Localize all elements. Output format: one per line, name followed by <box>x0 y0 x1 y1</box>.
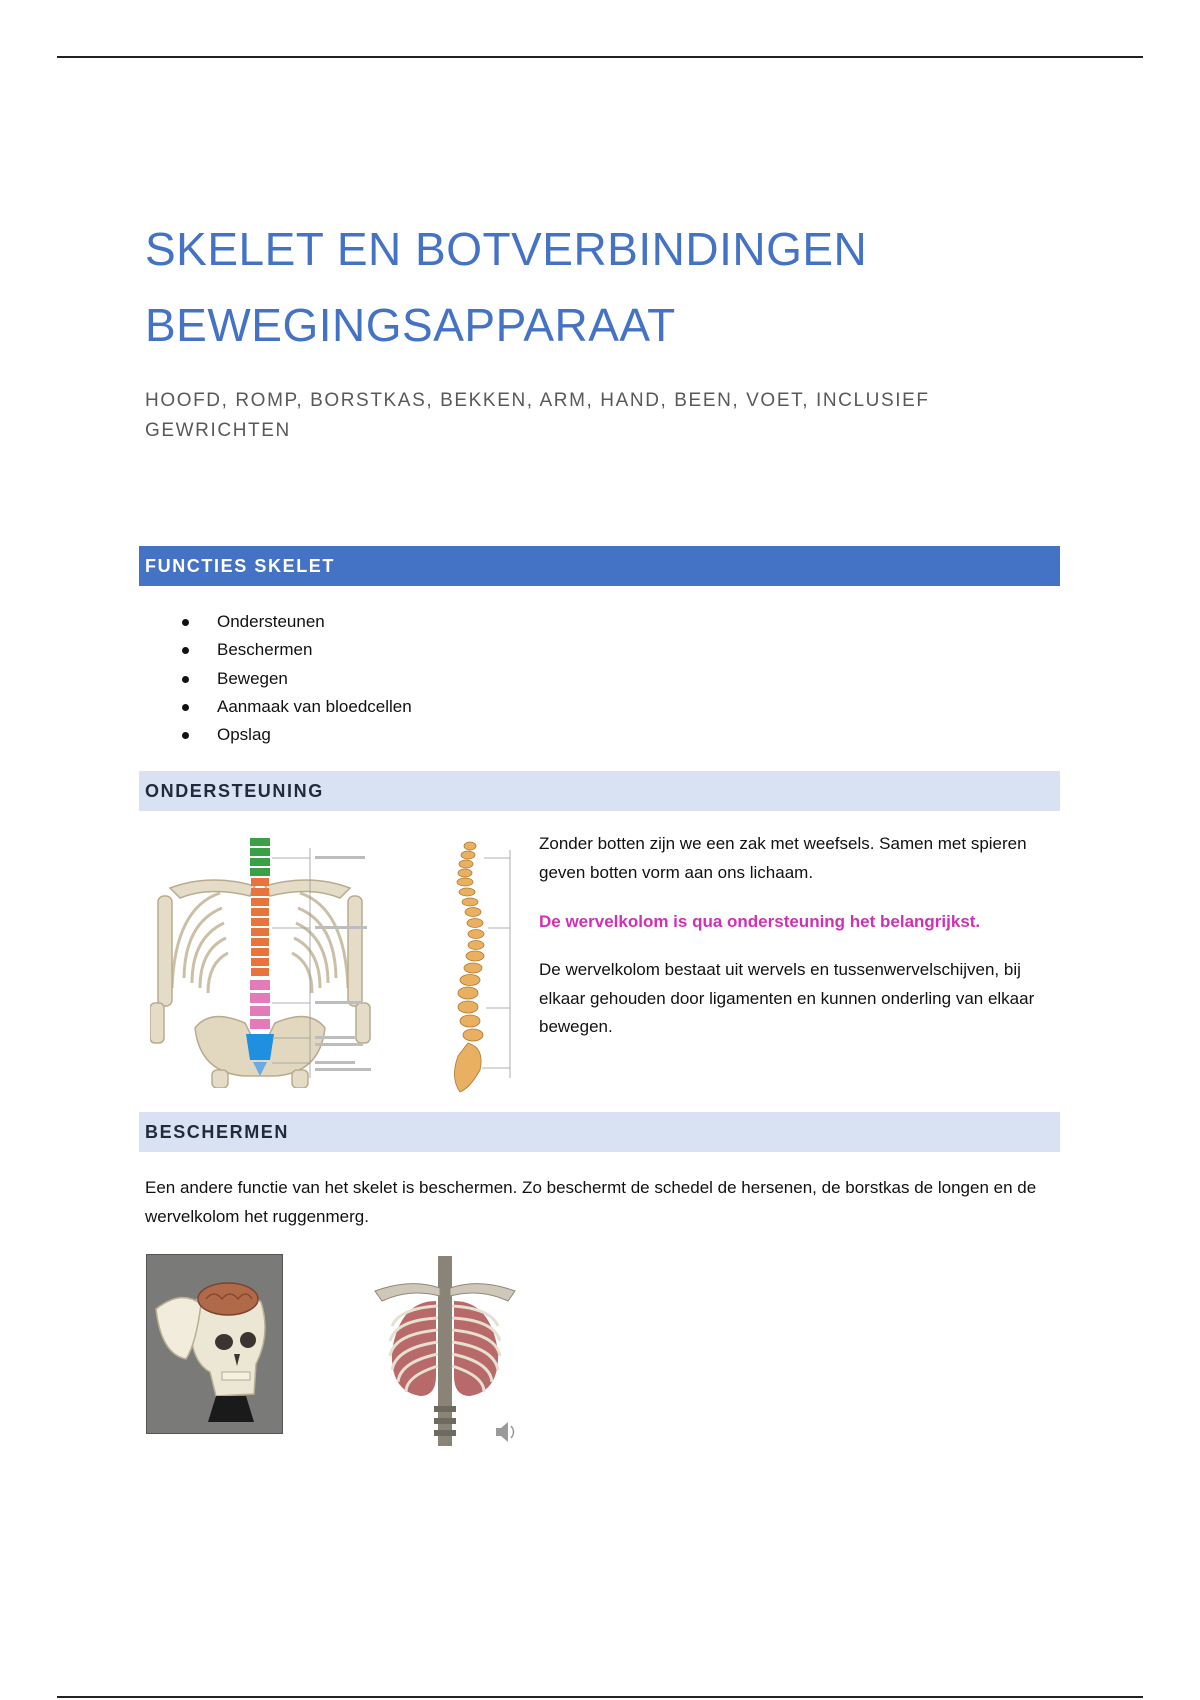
bullet-icon <box>182 704 189 711</box>
document-subtitle: HOOFD, ROMP, BORSTKAS, BEKKEN, ARM, HAND, BEEN, VOET, INCLUSIEF GEWRICHTEN <box>145 390 930 441</box>
header-rule <box>57 56 1143 58</box>
list-item <box>0 665 412 693</box>
document-title-line-2: BEWEGINGSAPPARAAT <box>145 299 676 351</box>
spine-side-view-illustration <box>440 838 520 1094</box>
section-heading-beschermen: BESCHERMEN <box>139 1112 1060 1152</box>
bullet-icon <box>182 676 189 683</box>
list-item <box>0 693 412 721</box>
section-heading-ondersteuning: ONDERSTEUNING <box>139 771 1060 811</box>
beschermen-paragraph: Een andere functie van het skelet is beschermen. Zo beschermt de schedel de hersenen, de borstkas de longen en de wervelkolom het ruggenmerg. <box>145 1178 1037 1226</box>
ondersteuning-highlight: De wervelkolom is qua ondersteuning het belangrijkst. <box>539 912 981 931</box>
spine-skeleton-illustration <box>150 838 390 1088</box>
list-item <box>0 608 412 636</box>
list-item-label: Ondersteunen <box>217 612 325 631</box>
skull-with-brain-photo <box>146 1254 283 1434</box>
bullet-icon <box>182 732 189 739</box>
bullet-icon <box>182 647 189 654</box>
list-item <box>0 721 412 749</box>
document-title-line-1: SKELET EN BOTVERBINDINGEN <box>145 223 868 275</box>
section-heading-functies: FUNCTIES SKELET <box>139 546 1060 586</box>
bullet-icon <box>182 619 189 626</box>
ribcage-with-lungs-illustration <box>370 1256 520 1448</box>
list-item <box>0 636 412 664</box>
list-item-label: Beschermen <box>217 640 313 660</box>
footer-rule <box>57 1696 1143 1698</box>
list-item-label: Aanmaak van bloedcellen <box>217 696 412 716</box>
ondersteuning-paragraph-2: De wervelkolom bestaat uit wervels en tussenwervelschijven, bij elkaar gehouden door ligamenten en kunnen onderling van elkaar bewegen. <box>539 960 1035 1036</box>
list-item-label: Bewegen <box>217 668 288 688</box>
ondersteuning-paragraph-1: Zonder botten zijn we een zak met weefsels. Samen met spieren geven botten vorm aan ons lichaam. <box>539 834 1027 882</box>
functies-list <box>0 608 412 749</box>
list-item-label: Opslag <box>217 725 271 745</box>
